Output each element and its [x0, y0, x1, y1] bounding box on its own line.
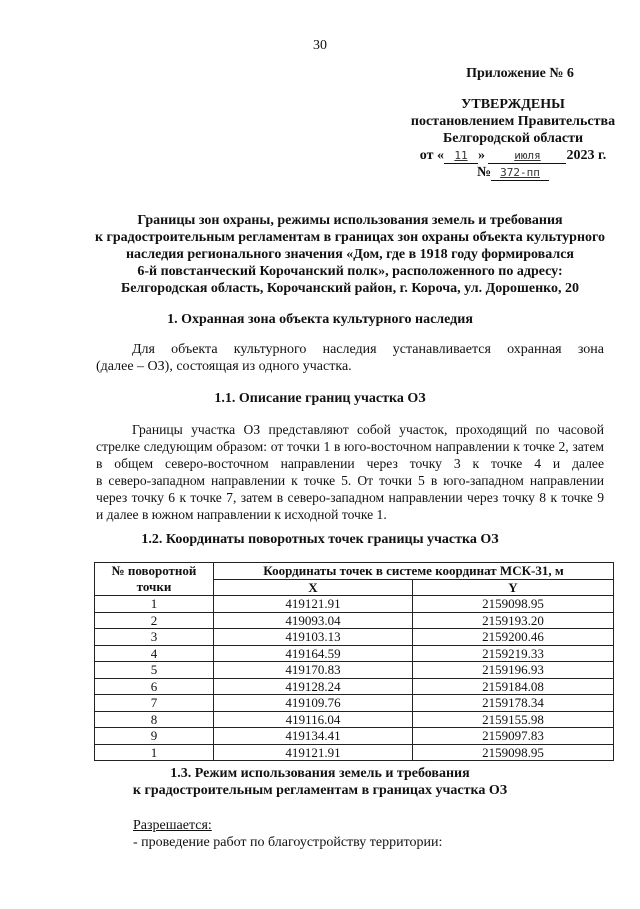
coordinates-table: [94, 562, 614, 761]
cell-point: 3: [95, 629, 214, 646]
para-line: стрелке следующим образом: от точки 1 в юго-восточном направлении к точке 2, затем: [96, 439, 604, 454]
date-day: 11: [454, 149, 468, 162]
para-line: (далее – ОЗ), состоящая из одного участка.: [96, 359, 352, 374]
cell-y: 2159184.08: [413, 678, 614, 695]
cell-y: 2159219.33: [413, 645, 614, 662]
number-value: 372-пп: [500, 166, 540, 179]
cell-y: 2159193.20: [413, 612, 614, 629]
cell-x: 419134.41: [214, 728, 413, 745]
cell-point: 7: [95, 695, 214, 712]
approval-block: [400, 96, 626, 181]
cell-x: 419093.04: [214, 612, 413, 629]
header-point: № поворотной точки: [95, 563, 214, 596]
cell-y: 2159098.95: [413, 596, 614, 613]
table-row: [95, 711, 614, 728]
approval-number: [400, 164, 626, 181]
approval-date: [400, 147, 626, 164]
cell-x: 419164.59: [214, 645, 413, 662]
title-line: наследия регионального значения «Дом, где в 1918 году формировался: [125, 247, 574, 262]
section-1-1-paragraph: [96, 421, 604, 523]
table-row: [95, 678, 614, 695]
section-1-paragraph: [96, 341, 604, 375]
title-line: к градостроительным регламентам в границах зон охраны объекта культурного: [94, 230, 606, 245]
table-row: [95, 612, 614, 629]
para-line: в общем северо-восточном направлении через точку 3 к точке 4 и далее: [96, 456, 604, 471]
cell-y: 2159200.46: [413, 629, 614, 646]
cell-y: 2159098.95: [413, 744, 614, 761]
number-prefix: №: [476, 165, 492, 180]
cell-point: 2: [95, 612, 214, 629]
table-row: [95, 744, 614, 761]
approval-line2: Белгородской области: [442, 131, 584, 146]
header-x: X: [214, 579, 413, 596]
cell-x: 419103.13: [214, 629, 413, 646]
cell-point: 6: [95, 678, 214, 695]
table-row: [95, 645, 614, 662]
heading-line: 1.3. Режим использования земель и требования: [170, 766, 470, 781]
date-year: 2023 г.: [566, 148, 607, 163]
section-1-heading: 1. Охранная зона объекта культурного наследия: [167, 312, 473, 327]
table-row: [95, 596, 614, 613]
cell-point: 5: [95, 662, 214, 679]
cell-point: 8: [95, 711, 214, 728]
cell-point: 1: [95, 744, 214, 761]
title-line: 6-й повстанческий Корочанский полк», расположенного по адресу:: [137, 264, 563, 279]
page-number: 30: [313, 38, 327, 53]
section-1-3-heading: [0, 765, 640, 799]
appendix-label: Приложение № 6: [466, 66, 574, 81]
table-header-row: [95, 563, 614, 580]
cell-y: 2159097.83: [413, 728, 614, 745]
title-line: Границы зон охраны, режимы использования земель и требования: [137, 213, 563, 228]
header-coordinates: Координаты точек в системе координат МСК-31, м: [214, 563, 614, 580]
date-month: июля: [514, 149, 541, 162]
date-mid: »: [477, 148, 485, 163]
section-1-1-heading: 1.1. Описание границ участка ОЗ: [214, 391, 426, 406]
cell-y: 2159178.34: [413, 695, 614, 712]
approval-line1: постановлением Правительства: [410, 114, 616, 129]
cell-x: 419170.83: [214, 662, 413, 679]
cell-y: 2159155.98: [413, 711, 614, 728]
title-line: Белгородская область, Корочанский район, г. Короча, ул. Дорошенко, 20: [120, 281, 580, 296]
table-row: [95, 629, 614, 646]
cell-x: 419121.91: [214, 596, 413, 613]
cell-x: 419121.91: [214, 744, 413, 761]
header-y: Y: [413, 579, 614, 596]
para-line: Границы участка ОЗ представляют собой участок, проходящий по часовой: [132, 422, 604, 437]
allowed-label: Разрешается:: [133, 818, 212, 833]
para-line: в северо-западном направлении к точке 5. От точки 5 в юго-западном направлении: [96, 473, 604, 488]
cell-x: 419128.24: [214, 678, 413, 695]
para-line: и далее в южном направлении к исходной точке 1.: [96, 507, 387, 522]
para-line: через точку 6 к точке 7, затем в северо-западном направлении через точку 8 к точке 9: [96, 490, 604, 505]
cell-y: 2159196.93: [413, 662, 614, 679]
cell-x: 419109.76: [214, 695, 413, 712]
document-title: [60, 212, 640, 297]
section-1-2-heading: 1.2. Координаты поворотных точек границы участка ОЗ: [141, 532, 499, 547]
table-row: [95, 695, 614, 712]
cell-point: 1: [95, 596, 214, 613]
para-line: Для объекта культурного наследия устанавливается охранная зона: [132, 342, 604, 357]
heading-line: к градостроительным регламентам в границах участка ОЗ: [132, 783, 508, 798]
approval-heading: УТВЕРЖДЕНЫ: [461, 97, 565, 112]
table-row: [95, 728, 614, 745]
allowed-item: - проведение работ по благоустройству территории:: [133, 835, 443, 850]
cell-point: 4: [95, 645, 214, 662]
cell-point: 9: [95, 728, 214, 745]
table-row: [95, 662, 614, 679]
date-prefix: от «: [419, 148, 444, 163]
cell-x: 419116.04: [214, 711, 413, 728]
